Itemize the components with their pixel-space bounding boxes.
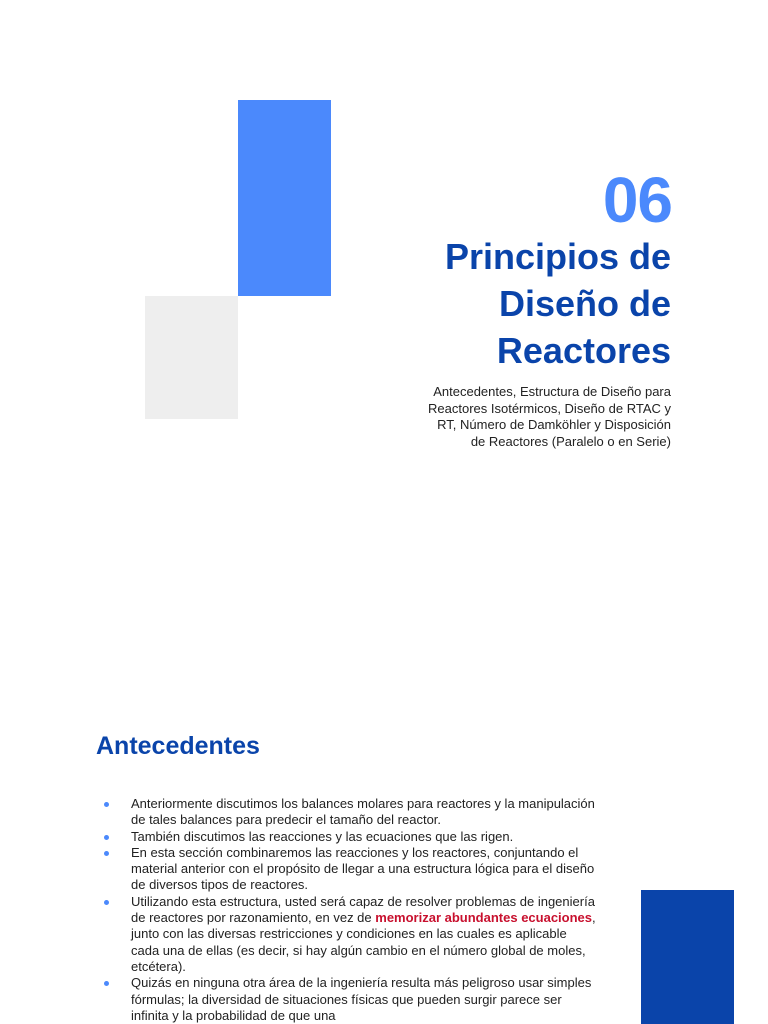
section-heading: Antecedentes xyxy=(96,732,260,760)
chapter-number: 06 xyxy=(602,164,672,236)
chapter-subtitle-line: Reactores Isotérmicos, Diseño de RTAC y xyxy=(428,400,671,416)
list-item-text: Anteriormente discutimos los balances molares para reactores y la manipulación de tales balances para predecir el tamaño del reactor. xyxy=(131,796,595,828)
bullet-list xyxy=(97,796,597,1024)
chapter-title-line: Diseño de xyxy=(498,283,671,324)
chapter-subtitle-line: RT, Número de Damköhler y Disposición xyxy=(437,417,671,432)
bullet-icon xyxy=(104,835,109,840)
list-item-text: , junto con las diversas restricciones y condiciones en las cuales es aplicable cada una de ellas (es decir, si hay algún cambio en el número global de moles, etcétera). xyxy=(131,910,596,974)
decorative-gray-block xyxy=(145,296,238,419)
list-item xyxy=(97,829,597,845)
list-item xyxy=(97,845,597,894)
bullet-icon xyxy=(104,900,109,905)
list-item xyxy=(97,975,597,1024)
bullet-icon xyxy=(104,851,109,856)
list-item-text: Utilizando esta estructura, usted será capaz de resolver problemas de ingeniería de reactores por razonamiento, en vez de xyxy=(131,893,595,926)
list-item-text: Quizás en ninguna otra área de la ingeniería resulta más peligroso usar simples fórmulas; la diversidad de situaciones físicas que pueden surgir parece ser infinita y la probabilidad de que una xyxy=(131,975,592,1023)
chapter-subtitle-line: Antecedentes, Estructura de Diseño para xyxy=(433,384,671,399)
bullet-icon xyxy=(104,802,109,807)
bullet-icon xyxy=(104,981,109,986)
chapter-title xyxy=(351,233,671,374)
decorative-blue-block-top xyxy=(238,100,331,296)
chapter-title-line: Principios de xyxy=(444,236,671,277)
list-item xyxy=(97,796,597,829)
highlighted-text: memorizar abundantes ecuaciones xyxy=(375,910,593,926)
chapter-subtitle-line: de Reactores (Paralelo o en Serie) xyxy=(470,433,671,449)
chapter-title-line: Reactores xyxy=(496,330,671,371)
chapter-subtitle xyxy=(371,384,671,450)
decorative-blue-block-bottom xyxy=(641,890,734,1024)
list-item-text: También discutimos las reacciones y las ecuaciones que las rigen. xyxy=(131,828,514,844)
list-item xyxy=(97,894,597,975)
list-item-text: En esta sección combinaremos las reacciones y los reactores, conjuntando el material anterior con el propósito de llegar a una estructura lógica para el diseño de diversos tipos de reactores. xyxy=(131,844,595,893)
